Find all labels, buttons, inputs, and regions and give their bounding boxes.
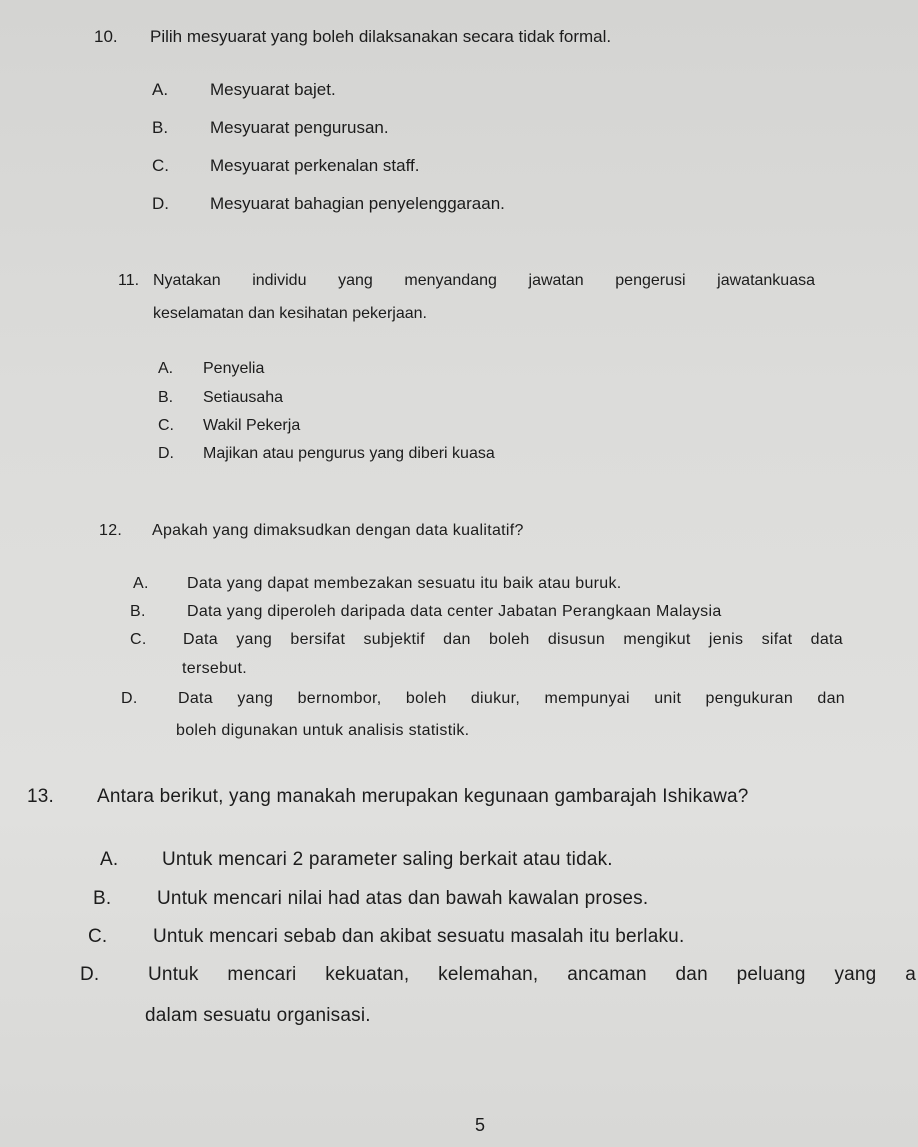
- option-letter: D.: [152, 194, 169, 213]
- option-letter: C.: [152, 156, 169, 175]
- option-text: Majikan atau pengurus yang diberi kuasa: [203, 445, 495, 462]
- option-letter: A.: [100, 849, 119, 870]
- option-text-line-1: Untuk mencari kekuatan, kelemahan, ancaman dan peluang yang a: [148, 964, 916, 985]
- option-letter: B.: [158, 389, 174, 406]
- option-letter: A.: [158, 360, 174, 377]
- option-text: Setiausaha: [203, 389, 284, 406]
- option-letter: B.: [130, 603, 146, 620]
- question-number: 13.: [27, 786, 55, 807]
- question-number: 10.: [94, 27, 118, 46]
- option-text: Mesyuarat bahagian penyelenggaraan.: [210, 194, 505, 213]
- option-text: Penyelia: [203, 360, 265, 377]
- option-text-line-2: boleh digunakan untuk analisis statistik.: [176, 722, 470, 739]
- option-text: Data yang diperoleh daripada data center Jabatan Perangkaan Malaysia: [187, 603, 722, 620]
- option-text: Data yang dapat membezakan sesuatu itu baik atau buruk.: [187, 575, 622, 592]
- question-text-line-1: Nyatakan individu yang menyandang jawatan pengerusi jawatankuasa: [153, 272, 815, 289]
- option-letter: C.: [158, 417, 174, 434]
- question-number: 12.: [99, 522, 123, 539]
- option-letter: C.: [130, 631, 147, 648]
- option-text: Untuk mencari 2 parameter saling berkait atau tidak.: [162, 849, 613, 870]
- page-number: 5: [475, 1115, 486, 1135]
- option-text: Mesyuarat bajet.: [210, 80, 336, 99]
- question-text: Antara berikut, yang manakah merupakan kegunaan gambarajah Ishikawa?: [97, 786, 749, 807]
- option-letter: B.: [152, 118, 169, 137]
- option-letter: B.: [93, 888, 112, 909]
- option-letter: D.: [158, 445, 174, 462]
- option-text-line-2: tersebut.: [182, 660, 247, 677]
- question-text: Pilih mesyuarat yang boleh dilaksanakan secara tidak formal.: [150, 27, 612, 46]
- option-letter: A.: [152, 80, 169, 99]
- option-letter: A.: [133, 575, 149, 592]
- option-text: Mesyuarat pengurusan.: [210, 118, 389, 137]
- option-letter: C.: [88, 926, 108, 947]
- option-text: Mesyuarat perkenalan staff.: [210, 156, 420, 175]
- option-text-line-2: dalam sesuatu organisasi.: [145, 1005, 371, 1026]
- option-text-line-1: Data yang bersifat subjektif dan boleh disusun mengikut jenis sifat data: [183, 631, 843, 648]
- option-text: Untuk mencari sebab dan akibat sesuatu masalah itu berlaku.: [153, 926, 685, 947]
- option-text: Wakil Pekerja: [203, 417, 301, 434]
- option-text: Untuk mencari nilai had atas dan bawah kawalan proses.: [157, 888, 649, 909]
- question-text: Apakah yang dimaksudkan dengan data kualitatif?: [152, 522, 524, 539]
- option-letter: D.: [80, 964, 100, 985]
- question-number: 11.: [118, 272, 140, 289]
- question-text-line-2: keselamatan dan kesihatan pekerjaan.: [153, 305, 427, 322]
- option-text-line-1: Data yang bernombor, boleh diukur, mempunyai unit pengukuran dan: [178, 690, 845, 707]
- option-letter: D.: [121, 690, 138, 707]
